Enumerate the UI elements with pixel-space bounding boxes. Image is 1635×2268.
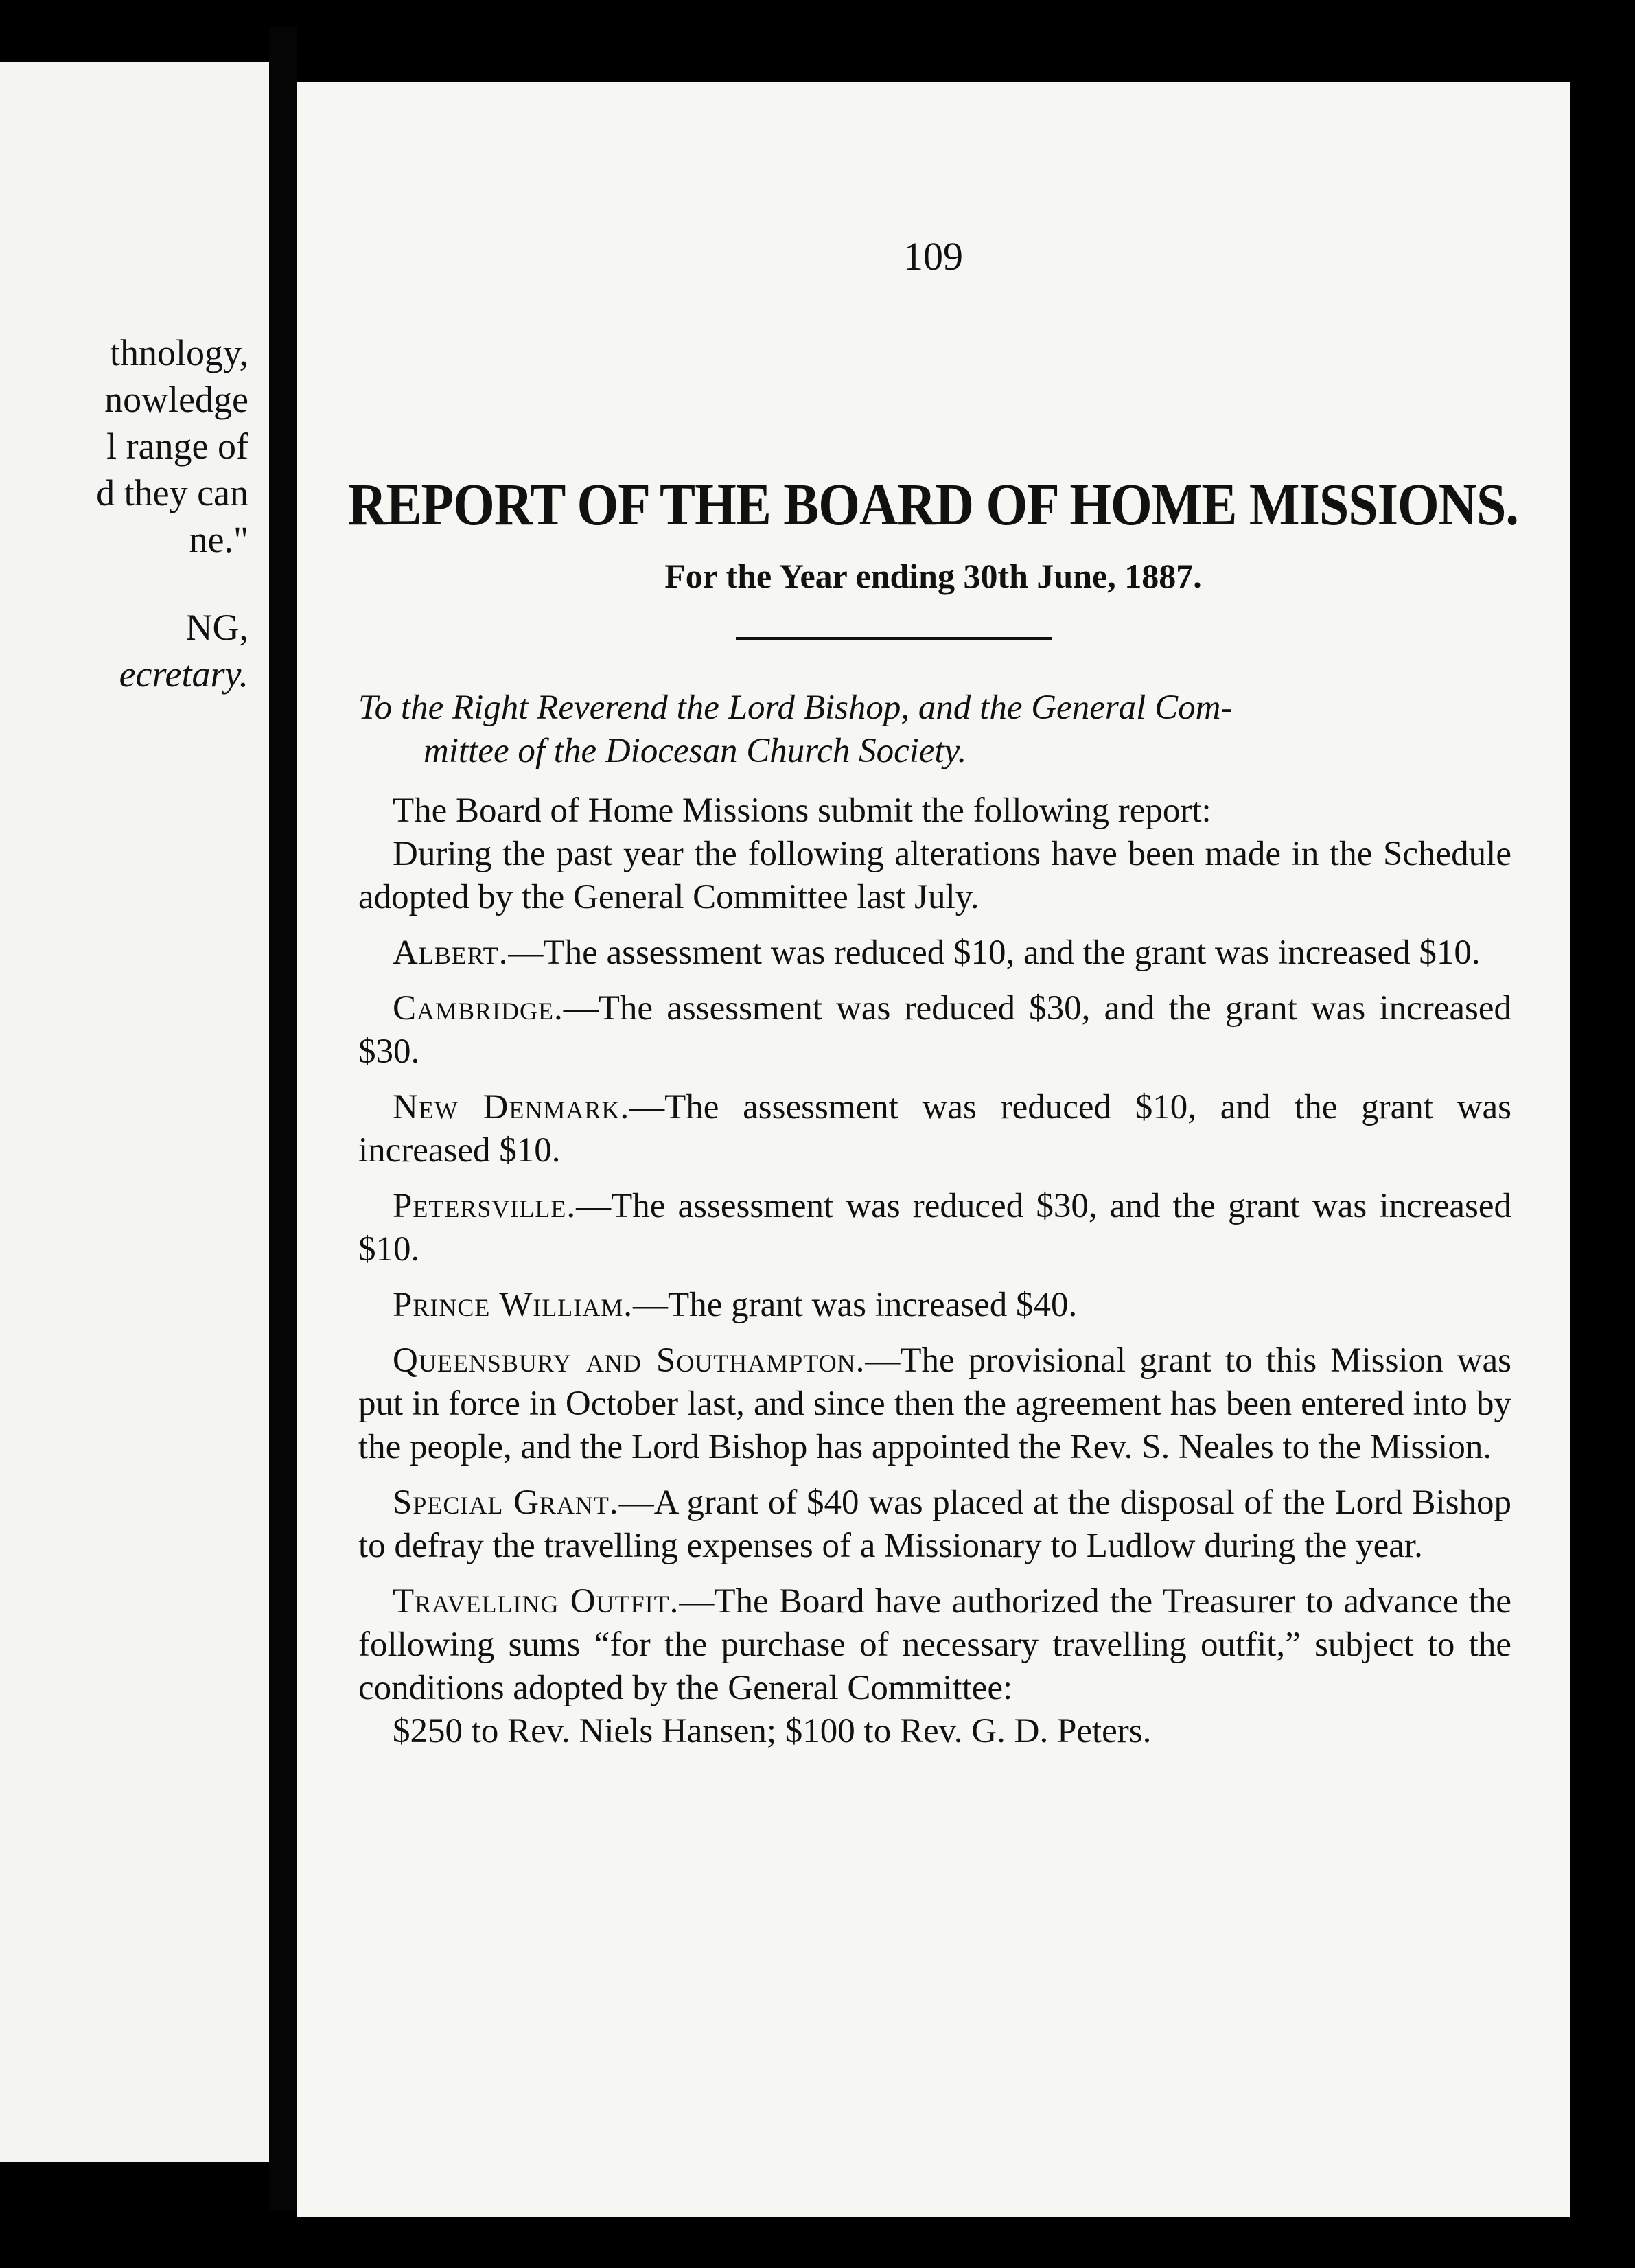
book-gutter — [269, 27, 297, 2210]
entry-heading: Special Grant. — [393, 1483, 619, 1522]
entry-heading: Queensbury and Southampton. — [393, 1341, 866, 1380]
left-line: d they can — [96, 472, 248, 513]
entry-heading: Prince William. — [393, 1286, 634, 1324]
left-facing-page — [0, 62, 269, 2162]
left-signature-line: NG, — [185, 607, 248, 648]
final-line: $250 to Rev. Niels Hansen; $100 to Rev. G. D. Peters. — [393, 1712, 1152, 1750]
entry-text: —The grant was increased $40. — [633, 1286, 1078, 1324]
entry-paragraph — [358, 987, 1511, 1074]
left-line: l range of — [106, 426, 248, 467]
entry-text: —A grant of $40 was placed at the disposal of the Lord Bishop to defray the travelling expenses of a Missionary to Ludlow during the year. — [358, 1483, 1511, 1565]
entry-heading: Travelling Outfit. — [393, 1582, 680, 1621]
left-signature-line: ecretary. — [119, 653, 248, 695]
address-line: To the Right Reverend the Lord Bishop, and the General Com- — [358, 688, 1233, 727]
entry-text: —The assessment was reduced $30, and the grant was increased $30. — [358, 989, 1511, 1071]
title-rule — [736, 637, 1052, 640]
left-line: thnology, — [110, 332, 248, 373]
entry-paragraph — [358, 1185, 1511, 1271]
intro-paragraph: The Board of Home Missions submit the following report: — [393, 791, 1211, 830]
entry-text: —The provisional grant to this Mission was put in force in October last, and since then the agreement has been entered into by the people, and the Lord Bishop has appointed the Rev. S. Neales to the Mission. — [358, 1341, 1511, 1466]
entry-paragraph — [358, 1580, 1511, 1710]
report-body — [358, 686, 1511, 1766]
intro-paragraph: During the past year the following alterations have been made in the Schedule adopted by the General Committee last July. — [358, 835, 1511, 916]
entry-paragraph — [358, 1086, 1511, 1172]
entry-heading: Cambridge. — [393, 989, 564, 1028]
entry-text: —The assessment was reduced $10, and the grant was increased $10. — [508, 934, 1481, 972]
left-line: nowledge — [104, 379, 248, 420]
report-title: REPORT OF THE BOARD OF HOME MISSIONS. — [348, 470, 1518, 538]
entry-text: —The Board have authorized the Treasurer to advance the following sums “for the purchase of necessary travelling outfit,” subject to the conditions adopted by the General Committee: — [358, 1582, 1511, 1707]
entry-paragraph — [358, 1284, 1511, 1327]
entry-heading: New Denmark. — [393, 1088, 630, 1126]
entry-paragraph — [358, 1339, 1511, 1469]
entry-text: —The assessment was reduced $10, and the grant was increased $10. — [358, 1088, 1511, 1170]
address — [358, 686, 1511, 773]
entry-heading: Albert. — [393, 934, 509, 972]
address-line: mittee of the Diocesan Church Society. — [424, 732, 967, 770]
document-page — [297, 82, 1570, 2217]
entry-text: —The assessment was reduced $30, and the grant was increased $10. — [358, 1187, 1511, 1269]
entry-heading: Petersville. — [393, 1187, 577, 1225]
entry-paragraph — [358, 1481, 1511, 1568]
left-line: ne." — [189, 519, 248, 560]
entry-paragraph — [358, 931, 1511, 975]
report-subtitle: For the Year ending 30th June, 1887. — [664, 557, 1202, 595]
left-page-text — [96, 329, 248, 697]
page-number: 109 — [903, 234, 963, 279]
